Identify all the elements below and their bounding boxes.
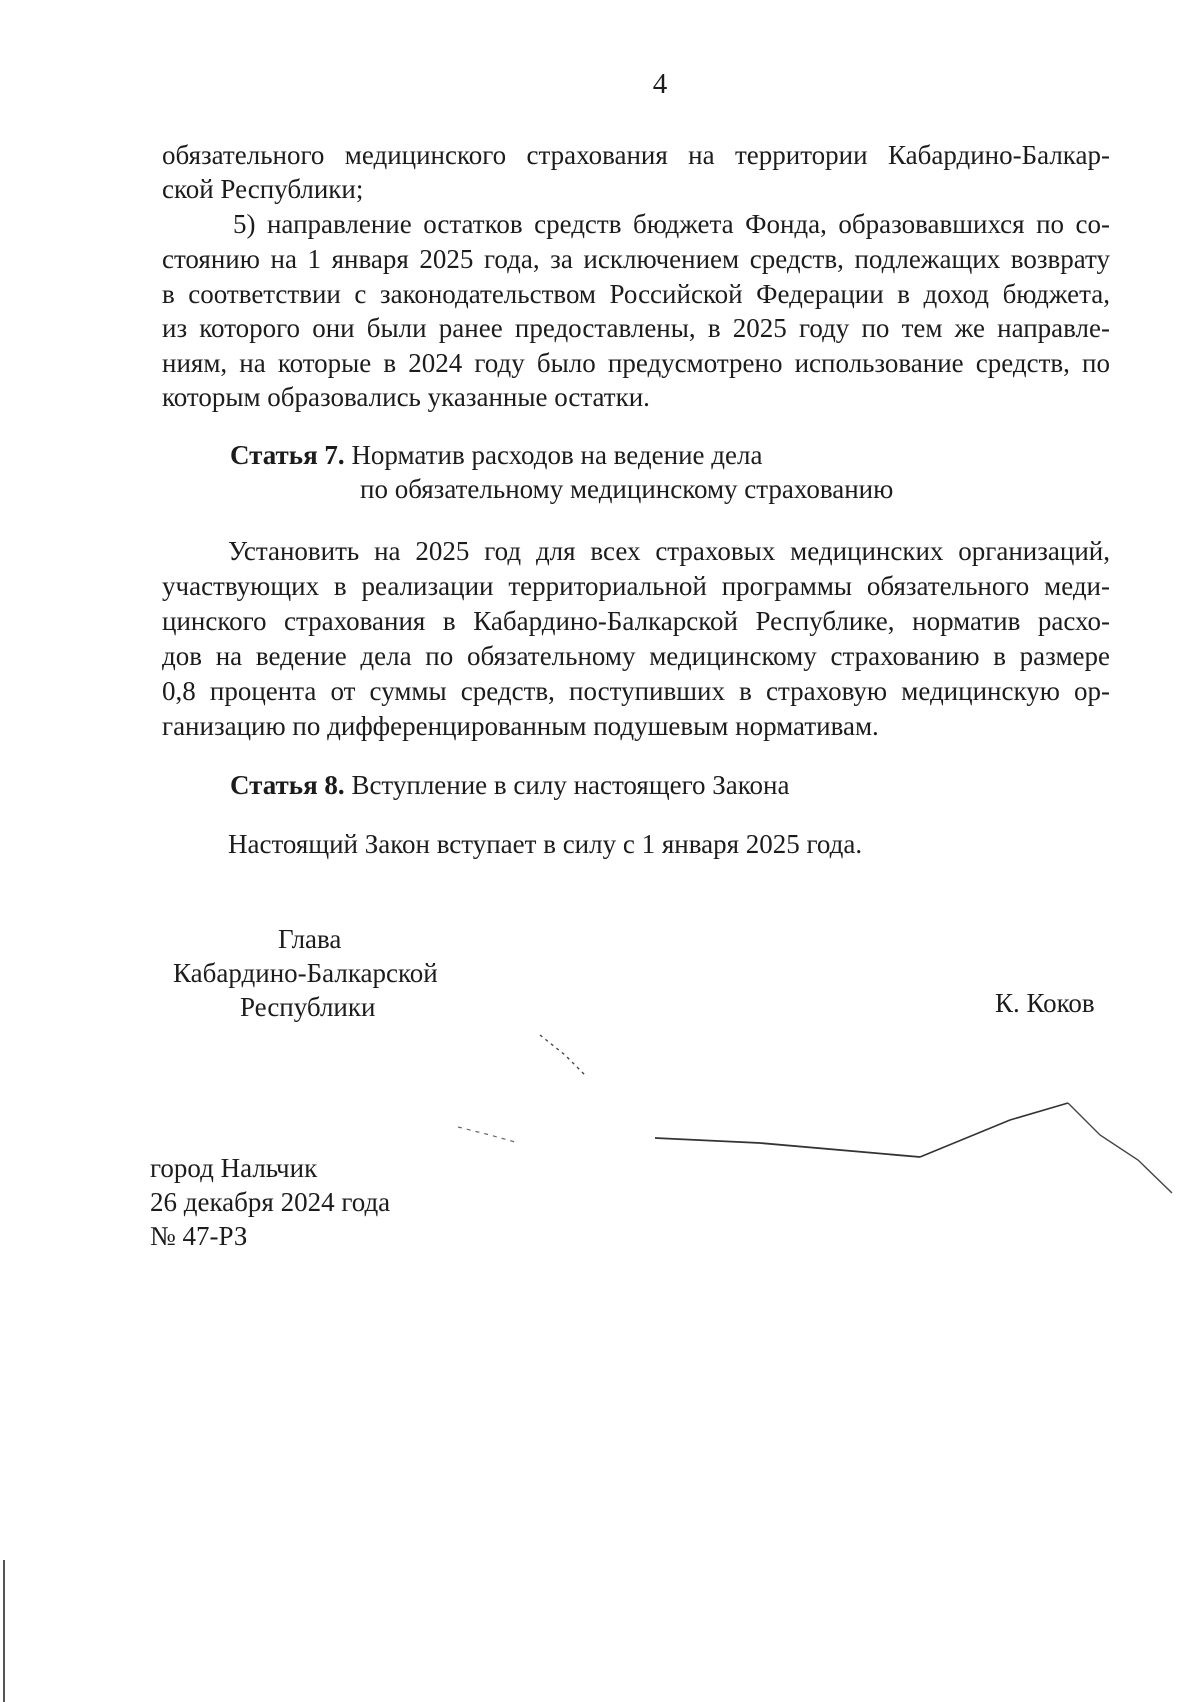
body-line-2: ской Республики; (162, 174, 364, 204)
article8-heading (230, 768, 789, 802)
signatory-name: К. Коков (995, 988, 1095, 1018)
scan-edge-mark (3, 1560, 5, 1702)
signature-title-line3: Республики (240, 992, 376, 1022)
page-number: 4 (652, 68, 668, 100)
body-line-3: 5) направление остатков средств бюджета Фонда, образовавшихся по со- (233, 209, 1110, 239)
article7-line-4: дов на ведение дела по обязательному медицинскому страхованию в размере (162, 641, 1110, 671)
signature-title-line1: Глава (278, 924, 342, 954)
date: 26 декабря 2024 года (150, 1187, 391, 1217)
article7-label: Статья 7. (230, 440, 345, 470)
article8-text: Настоящий Закон вступает в силу с 1 января 2025 года. (228, 829, 863, 859)
article7-title-line1: Норматив расходов на ведение дела (351, 440, 763, 470)
article7-line-2: участвующих в реализации территориальной программы обязательного меди- (162, 571, 1110, 601)
body-line-5: в соответствии с законодательством Российской Федерации в доход бюджета, (162, 279, 1110, 309)
place: город Нальчик (150, 1153, 318, 1183)
article7-line-3: цинского страхования в Кабардино-Балкарской Республике, норматив расхо- (162, 606, 1110, 636)
law-number: № 47-РЗ (150, 1221, 248, 1251)
article7-line-1: Установить на 2025 год для всех страховых медицинских организаций, (228, 536, 1110, 566)
body-line-8: которым образовались указанные остатки. (162, 382, 650, 412)
article8-label: Статья 8. (230, 770, 345, 800)
body-line-1: обязательного медицинского страхования на территории Кабардино-Балкар- (162, 140, 1110, 170)
article7-line-5: 0,8 процента от суммы средств, поступивших в страховую медицинскую ор- (162, 676, 1110, 706)
article7-line-6: ганизацию по дифференцированным подушевым нормативам. (162, 711, 879, 741)
body-line-7: ниям, на которые в 2024 году было предусмотрено использование средств, по (162, 348, 1110, 378)
article7-title-line2: по обязательному медицинскому страхованию (360, 474, 894, 504)
signature-title-line2: Кабардино-Балкарской (173, 958, 438, 988)
body-line-6: из которого они были ранее предоставлены, в 2025 году по тем же направле- (162, 313, 1110, 343)
article7-heading (230, 438, 762, 472)
article8-title: Вступление в силу настоящего Закона (351, 770, 790, 800)
body-line-4: стоянию на 1 января 2025 года, за исключением средств, подлежащих возврату (162, 244, 1110, 274)
